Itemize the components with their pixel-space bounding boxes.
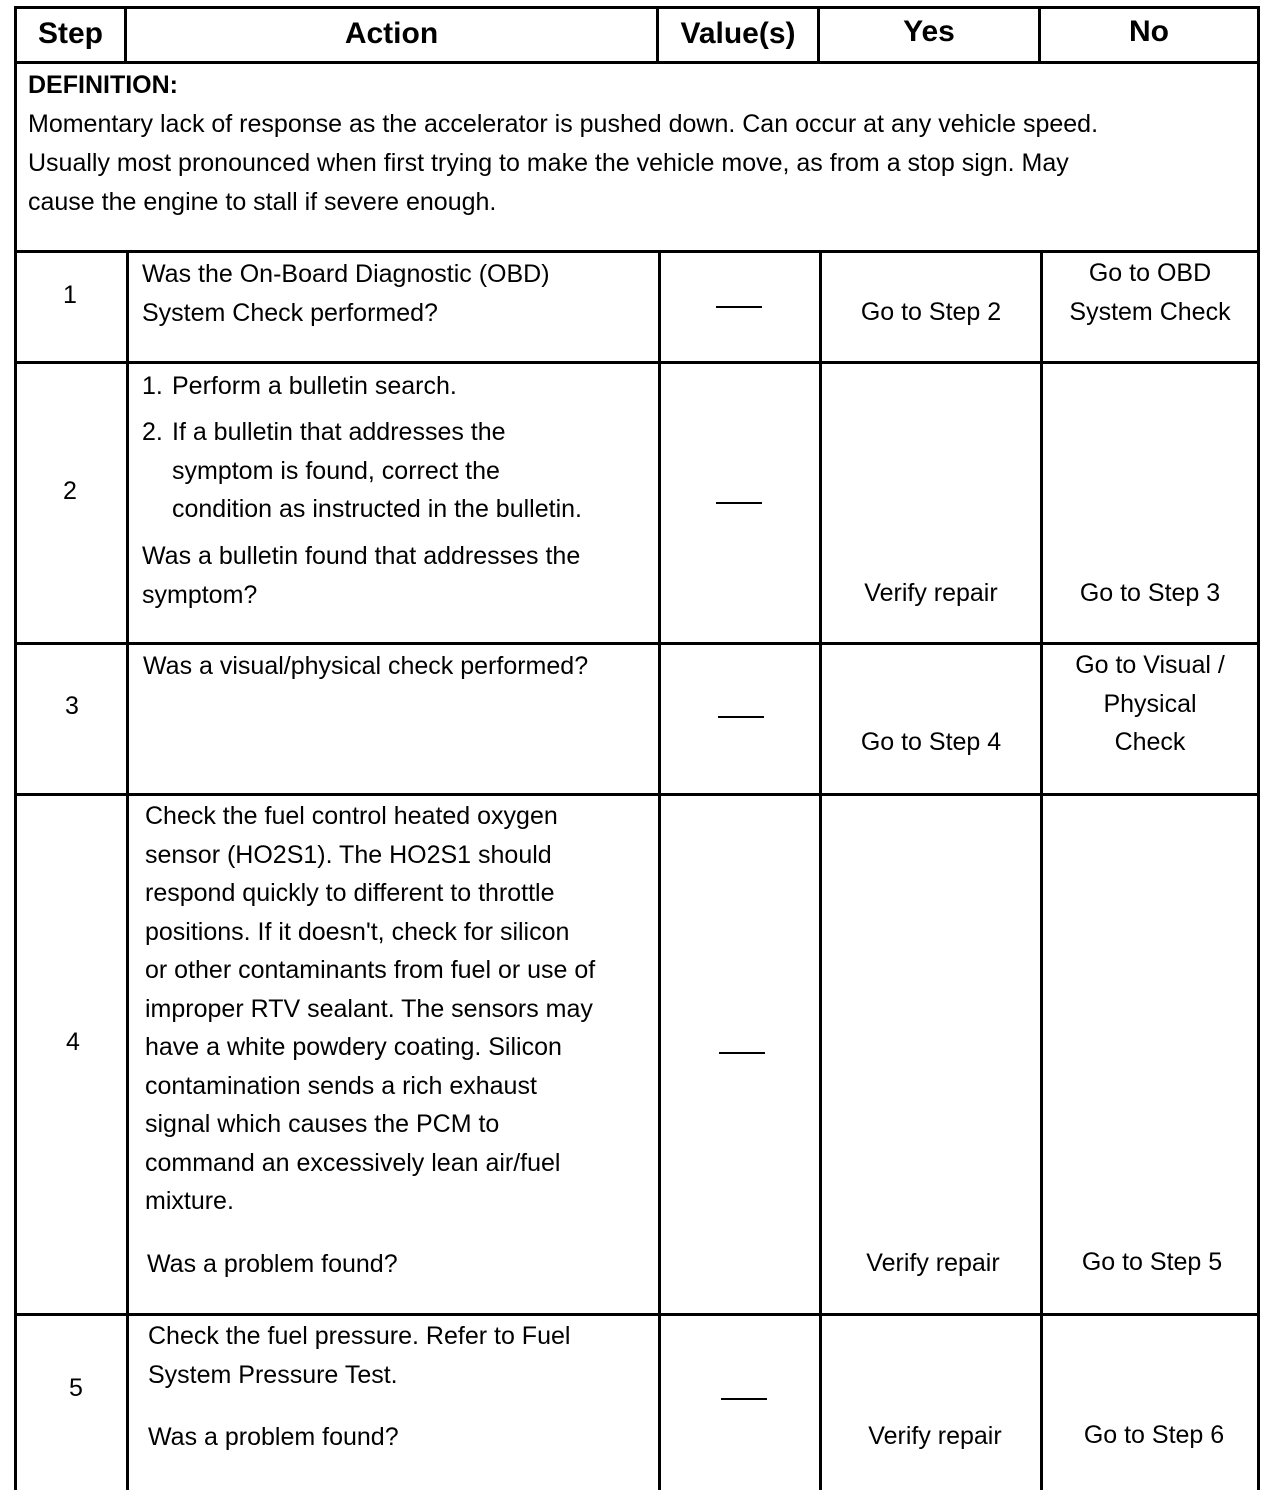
yes-action: Verify repair (864, 579, 998, 607)
no-action (1043, 646, 1257, 762)
definition-line: Momentary lack of response as the accelerator is pushed down. Can occur at any vehicle speed. (28, 110, 1099, 138)
action-line: or other contaminants from fuel or use of (145, 956, 596, 984)
list-item (142, 413, 582, 529)
action-line: Was the On-Board Diagnostic (OBD) (142, 260, 550, 288)
step-number: 2 (63, 477, 77, 505)
step-number: 3 (65, 692, 79, 720)
action-line: respond quickly to different to throttle (145, 879, 555, 907)
header-no: No (1129, 15, 1169, 48)
col-divider-1 (126, 250, 129, 1490)
question-line: Was a bulletin found that addresses the (142, 542, 581, 570)
no-line: Go to OBD (1088, 259, 1212, 287)
value-dash (718, 716, 764, 718)
col-divider-3 (819, 250, 822, 1490)
definition-title: DEFINITION: (28, 71, 178, 99)
action-line: Check the fuel pressure. Refer to Fuel (148, 1322, 571, 1350)
list-text: condition as instructed in the bulletin. (172, 495, 582, 523)
list-item (142, 367, 457, 406)
no-action: Go to Step 5 (1081, 1248, 1223, 1276)
step-number: 4 (66, 1028, 80, 1056)
list-text: symptom is found, correct the (172, 456, 500, 485)
header-divider (14, 61, 1260, 64)
yes-action: Verify repair (868, 1422, 1002, 1450)
row-divider-4 (14, 1313, 1260, 1316)
action-line: command an excessively lean air/fuel (145, 1148, 561, 1177)
definition-line: Usually most pronounced when first trying to make the vehicle move, as from a stop sign. May (28, 149, 1069, 177)
row-divider-2 (14, 642, 1260, 645)
no-line: Check (1114, 728, 1186, 756)
row-divider-1 (14, 361, 1260, 364)
value-dash (716, 306, 762, 308)
header-action: Action (344, 17, 439, 50)
no-action: Go to Step 3 (1079, 579, 1221, 607)
action-text (142, 255, 550, 332)
header-step: Step (37, 17, 103, 50)
action-line: System Pressure Test. (148, 1360, 398, 1389)
action-line: mixture. (145, 1187, 234, 1215)
list-number: 2. (142, 418, 163, 446)
list-text: If a bulletin that addresses the (172, 418, 506, 446)
no-action: Go to Step 6 (1083, 1421, 1225, 1449)
action-line: contamination sends a rich exhaust (145, 1071, 537, 1100)
action-line: positions. If it doesn't, check for silicon (145, 917, 570, 946)
header-values: Value(s) (680, 17, 796, 50)
no-line: Go to Visual / (1075, 651, 1225, 679)
no-line: Physical (1103, 689, 1197, 718)
value-dash (719, 1052, 765, 1054)
action-line: signal which causes the PCM to (145, 1110, 500, 1138)
question-text: Was a problem found? (147, 1250, 398, 1278)
yes-action: Go to Step 4 (860, 728, 1002, 756)
action-line: improper RTV sealant. The sensors may (145, 994, 593, 1023)
yes-action: Go to Step 2 (860, 298, 1002, 326)
border-left (14, 6, 17, 1490)
action-line: sensor (HO2S1). The HO2S1 should (145, 840, 552, 869)
question-line: symptom? (142, 580, 258, 609)
list-number: 1. (142, 372, 163, 400)
action-text (143, 647, 588, 686)
header-yes: Yes (903, 15, 955, 48)
step-number: 5 (69, 1374, 83, 1402)
definition-body (28, 105, 1098, 222)
yes-action: Verify repair (866, 1249, 1000, 1277)
value-dash (716, 502, 762, 504)
no-line: System Check (1069, 297, 1231, 326)
definition-divider (14, 250, 1260, 253)
col-divider-4 (1040, 250, 1043, 1490)
definition-line: cause the engine to stall if severe enough. (28, 188, 497, 216)
action-line: have a white powdery coating. Silicon (145, 1033, 562, 1061)
action-text (148, 1317, 570, 1394)
action-line: Check the fuel control heated oxygen (145, 802, 558, 830)
action-line: Was a visual/physical check performed? (143, 652, 589, 680)
row-divider-3 (14, 793, 1260, 796)
col-divider-2 (658, 250, 661, 1490)
list-text: Perform a bulletin search. (172, 372, 457, 400)
value-dash (721, 1398, 767, 1400)
action-text (145, 797, 595, 1221)
step-number: 1 (63, 281, 77, 309)
question-text: Was a problem found? (148, 1423, 399, 1451)
action-line: System Check performed? (142, 298, 438, 327)
question-text (142, 537, 580, 614)
border-top (14, 6, 1260, 9)
no-action (1043, 254, 1257, 331)
